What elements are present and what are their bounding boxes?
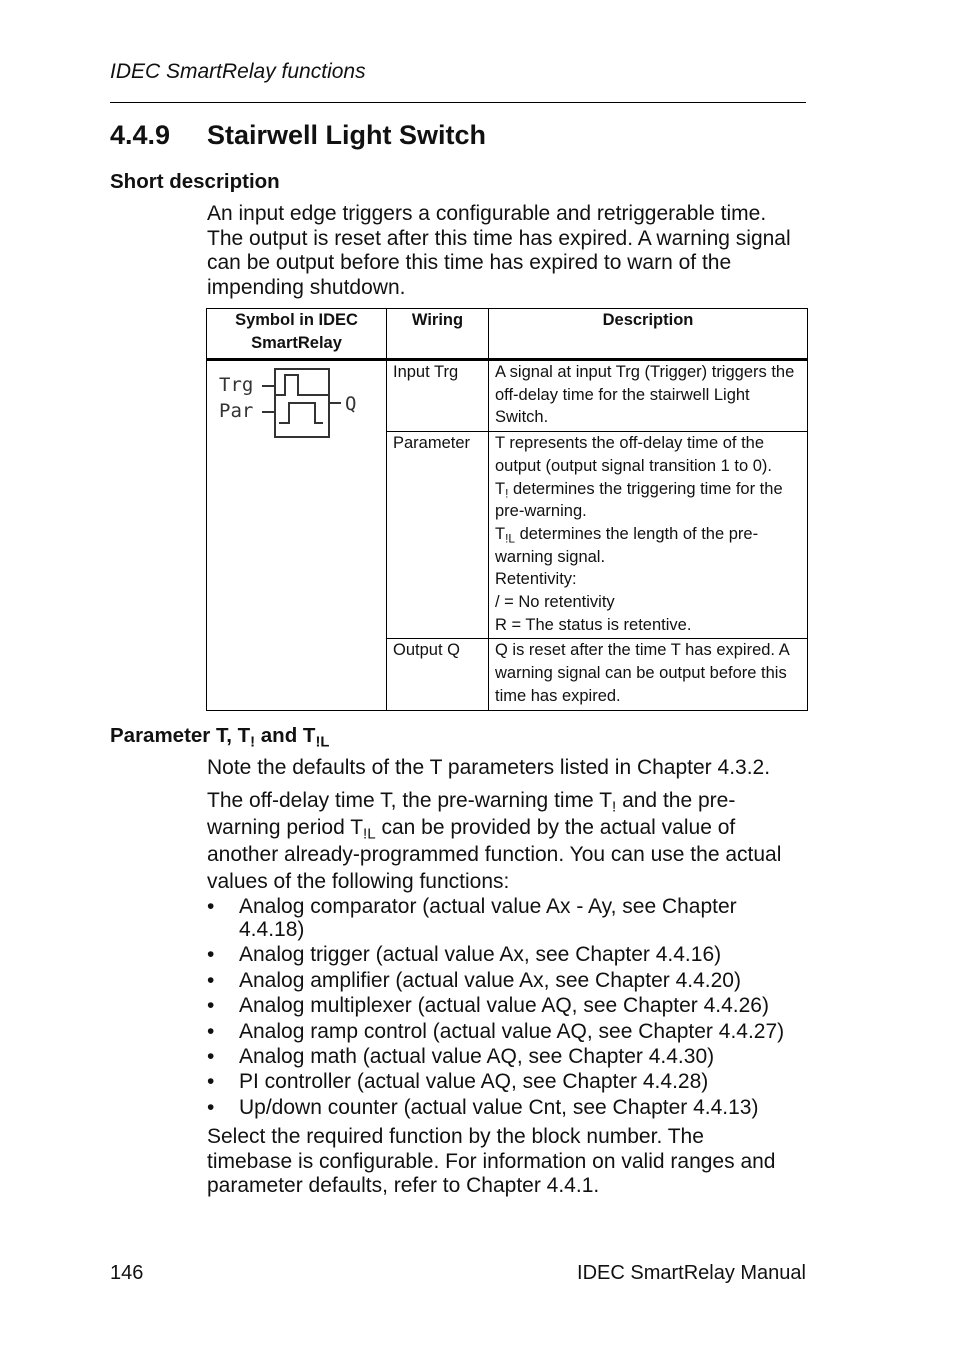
svg-text:Par: Par xyxy=(219,400,254,422)
parameter-heading: Parameter T, $T_!$ and $T_{!L}$ xyxy=(110,724,330,751)
parameter-closing: Select the required function by the block number. The timebase is configurable. For information on valid ranges and parameter defaults, refer to Chapter 4.4.1. xyxy=(207,1125,776,1198)
list-item: • PI controller (actual value AQ, see Chapter 4.4.28) xyxy=(207,1070,807,1093)
wiring-output-q: Output Q xyxy=(387,639,489,710)
table-row xyxy=(207,360,808,432)
short-description-text: An input edge triggers a configurable and retriggerable time. The output is reset after this time has expired. A warning signal can be output before this time has expired to warn of the impending shutdown. xyxy=(207,202,791,299)
list-item: • Up/down counter (actual value Cnt, see Chapter 4.4.13) xyxy=(207,1096,807,1119)
section-title xyxy=(110,120,486,151)
section-title-text: Stairwell Light Switch xyxy=(207,120,487,150)
parameter-body xyxy=(207,756,817,1199)
page-number: 146 xyxy=(110,1262,144,1284)
stairwell-switch-symbol-icon xyxy=(217,365,367,441)
list-item: • Analog amplifier (actual value Ax, see Chapter 4.4.20) xyxy=(207,969,807,992)
svg-text:Trg: Trg xyxy=(219,374,254,396)
list-item: • Analog trigger (actual value Ax, see Chapter 4.4.16) xyxy=(207,943,807,966)
parameter-intro: The off-delay time T, the pre-warning time $T_!$ and the pre-warning period $T_{!L}$ can be provided by the actual value of another already-programmed function. You can use the actual values of the following functions: xyxy=(207,788,782,893)
header-description: Description xyxy=(489,309,808,360)
header-symbol: Symbol in IDEC SmartRelay xyxy=(207,309,387,360)
running-header: IDEC SmartRelay functions xyxy=(110,60,366,83)
list-item: • Analog comparator (actual value Ax - Ay, see Chapter 4.4.18) xyxy=(207,895,807,942)
list-item: • Analog ramp control (actual value AQ, see Chapter 4.4.27) xyxy=(207,1020,807,1043)
description-parameter: T represents the off-delay time of the output (output signal transition 1 to 0). $T_!$ determines the triggering time for the pre-warning. $T_{!L}$ determines the length of the pre-warning signal. Retentivity: / = No retentivity R = The status is retentive. xyxy=(489,432,808,639)
symbol-cell xyxy=(207,360,387,711)
svg-text:Q: Q xyxy=(345,393,357,415)
header-wiring: Wiring xyxy=(387,309,489,360)
short-description-heading: Short description xyxy=(110,170,280,193)
function-table xyxy=(206,308,808,711)
wiring-input-trg: Input Trg xyxy=(387,360,489,432)
list-item: • Analog multiplexer (actual value AQ, see Chapter 4.4.26) xyxy=(207,994,807,1017)
table-header-row xyxy=(207,309,808,360)
list-item: • Analog math (actual value AQ, see Chapter 4.4.30) xyxy=(207,1045,807,1068)
function-list xyxy=(207,895,807,1120)
header-rule xyxy=(110,102,806,103)
manual-title: IDEC SmartRelay Manual xyxy=(577,1262,806,1284)
description-input-trg: A signal at input Trg (Trigger) triggers the off-delay time for the stairwell Light Switch. xyxy=(489,360,808,432)
wiring-parameter: Parameter xyxy=(387,432,489,639)
section-number: 4.4.9 xyxy=(110,120,171,150)
description-output-q: Q is reset after the time T has expired. A warning signal can be output before this time has expired. xyxy=(489,639,808,710)
parameter-note: Note the defaults of the T parameters listed in Chapter 4.3.2. xyxy=(207,756,771,779)
